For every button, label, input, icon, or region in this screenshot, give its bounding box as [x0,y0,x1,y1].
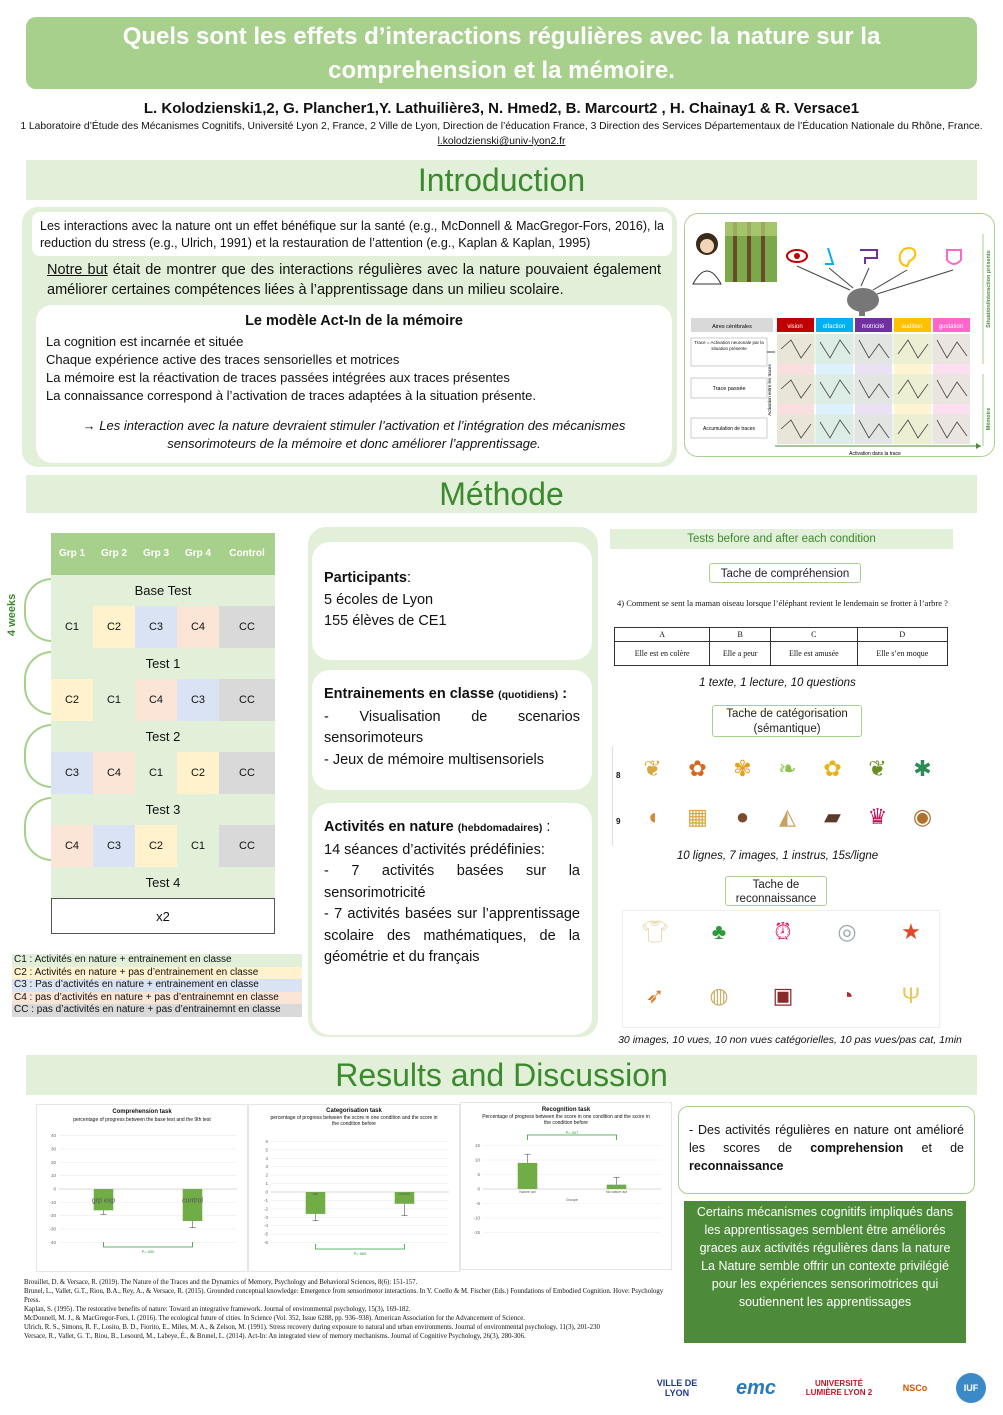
category-label: grp exp [91,1197,116,1205]
label-trace: Trace = Activation neuronale par la situation présente [694,340,764,351]
maple-leaf-icon: ✿ [688,756,707,781]
tick-label: -15 [473,1230,480,1235]
categorisation-plot [249,1127,461,1275]
condition-cell: C4 [177,606,219,648]
significance-bracket [528,1135,617,1140]
condition-cell: CC [219,752,275,794]
legend-item: C3 : Pas d’activités en nature + entrainement en classe [12,979,302,992]
tick-label: -2 [263,1206,268,1212]
recognition-grid [622,910,940,1028]
wheat-leaf-icon: ❦ [643,756,662,781]
label-situation: Situation/interaction présente [986,250,992,328]
nature-box: Activités en nature (hebdomadaires) : 14 séances d’activités prédéfinies: - 7 activités basées sur la sensorimotricité - 7 activités basées sur l’apprentissage scolaire des mathématiques, de la géométrie et du français [312,803,592,1035]
header-cell: Grp 3 [142,548,170,559]
condition-cell: C1 [93,679,135,721]
repeat-label: x2 [51,898,275,934]
row-number: 8 [616,771,621,780]
category-label: exp [312,1192,319,1196]
condition-cell: C1 [177,825,219,867]
condition-cell: C4 [135,679,177,721]
tick-label: 0 [53,1186,56,1192]
p-value-label: P=.007 [565,1130,579,1135]
comprehension-tag: Tache de compréhension [709,563,861,583]
cake-icon: ▰ [824,804,841,829]
nature-freq: (hebdomadaires) [457,822,543,834]
training-box: Entrainements en classe (quotidiens) : - Visualisation de scenarios sensorimoteurs - Jeux de mémoire multisensoriels [312,670,592,790]
participants-line: 5 écoles de Lyon [324,591,434,608]
nature-label: Activités en nature [324,819,454,835]
test-row: Test 2 [51,721,275,752]
answer-options-table [614,627,948,666]
tongue-icon [947,250,961,264]
title-line-1: Quels sont les effets d’interactions régulières avec la nature sur la [122,23,881,50]
nature-line: - 7 activités basées sur l’apprentissage scolaire des mathématiques, de la géométrie et du français [324,906,580,965]
bar [607,1185,627,1189]
option-letter: B [710,628,771,642]
conclusion-box: Certains mécanismes cognitifs impliqués dans les apprentissages semblent être améliorés graces aux activités régulières dans la nature La Nature semble offrir un contexte privilégié pour les expériences sensorimotrices qui soutiennent les apprentissages [684,1201,966,1343]
carrot-icon: ➶ [645,983,665,1008]
condition-cell: C3 [135,606,177,648]
chart-title: Comprehension task [112,1109,172,1115]
reference-item: Ulrich, R. S., Simons, R. F., Losito, B. D., Fiorito, E., Miles, M. A., & Zelson, M. (1991). Stress recovery during exposure to natural and urban environments. Journal of environmental psychology, 11(3), 201-230 [24,1324,600,1331]
tick-label: -3 [263,1214,268,1220]
condition-cell: C2 [177,752,219,794]
hand-icon [860,250,877,264]
condition-cell: CC [219,825,275,867]
vacuum-icon: ◔ [840,983,854,1008]
green-leaf-icon: ❧ [778,756,797,781]
condition-cell: C2 [93,606,135,648]
ville-de-lyon-logo: VILLE DE LYON [656,1378,698,1398]
weeks-label: 4 weeks [6,593,18,637]
aim-text: était de montrer que des interactions régulières avec la nature pouvaient également améliorer certaines compétences liées à l’apprentissage dans un milieu scolaire. [47,262,661,298]
reference-item: Brunel, L., Vallet, G.T., Riou, B.A., Rey, A., & Versace, R. (2015). Grounded conceptual knowledge: Emergence from sensorimotor interactions. In Y. Coello & M. Fischer (Eds.) Foundations of Embodied Cognition. Hove: Psychology Press. [24,1288,664,1304]
cycle-arrow [24,797,52,861]
cycle-arrow [24,651,52,715]
tick-label: 4 [265,1155,268,1161]
result-highlight: reconnaissance [689,1159,784,1173]
recognition-tag: Tache de reconnaissance [725,876,827,906]
legend-item: C2 : Activités en nature + pas d’entrainement en classe [12,967,302,980]
iuf-logo: IUF [956,1373,986,1403]
option-letter: A [615,628,710,642]
ear-icon [900,248,916,266]
bar [518,1163,538,1189]
x-axis-label: Groupe [566,1198,578,1202]
option-text: Elle est en colère [615,642,710,666]
starfish-icon: ★ [901,919,921,944]
model-line: Chaque expérience active des traces sensorielles et motrices [46,352,400,367]
p-value-label: P=.569 [353,1251,367,1256]
flower-leaf-icon: ✾ [733,756,752,781]
tick-label: 3 [265,1164,268,1170]
result-text: - Des activités régulières en nature ont amélioré les scores de [689,1123,964,1155]
test-row: Test 3 [51,794,275,825]
recognition-chart [460,1102,672,1270]
label-memoire: Mémoire [986,407,992,431]
comprehension-caption: 1 texte, 1 lecture, 10 questions [699,677,856,689]
option-letter: D [857,628,947,642]
cupcake-icon: ♛ [867,804,888,829]
authors: L. Kolodzienski1,2, G. Plancher1,Y. Lathuilière3, N. Hmed2, B. Marcourt2 , H. Chainay1 & R. Versace1 [143,100,860,117]
nsco-logo: NSCo [902,1383,928,1393]
tick-label: -10 [49,1199,56,1205]
sandwich-icon: ◭ [779,804,796,829]
legend-item: C4 : pas d’activités en nature + pas d’entrainemnt en classe [12,992,302,1005]
reference-item: Kaplan, S. (1995). The restorative benefits of nature: Toward an integrative framework. Journal of environmental psychology, 15(3), 169-182. [24,1306,411,1313]
sense-label: gustation [938,324,964,330]
nature-line: - 7 activités basées sur la sensorimotricité [324,863,580,901]
email-link[interactable]: l.kolodzienski@univ-lyon2.fr [437,136,566,147]
references [24,1278,664,1341]
chart-title: Recognition task [541,1107,591,1113]
tick-label: -6 [263,1240,268,1246]
sense-label: olfaction [822,324,846,330]
training-line: - Jeux de mémoire multisensoriels [324,751,544,768]
legend-item: C1 : Activités en nature + entrainement en classe [12,954,302,967]
tick-label: 10 [50,1173,56,1179]
fern-leaf-icon: ✱ [913,756,932,781]
training-freq: (quotidiens) [498,689,559,701]
category-label: control [181,1197,204,1205]
affiliations: 1 Laboratoire d’Étude des Mécanismes Cognitifs, Université Lyon 2, France, 2 Ville de Lyon, Direction de l’éducation France, 3 Direction des Services Départementaux de l’Éducation Nationale du Rhône, France. [20,121,983,132]
image-row-leaves [630,756,945,782]
design-table [51,533,275,934]
categorisation-tag: Tache de catégorisation (sémantique) [712,705,862,737]
header-cell: Grp 2 [100,548,128,559]
condition-cell: C3 [177,679,219,721]
act-in-diagram [685,214,995,457]
tick-label: 1 [265,1181,268,1187]
training-line: - Visualisation de scenarios sensorimoteurs [324,708,580,746]
bar [183,1189,203,1221]
sense-label: audition [901,324,923,330]
header-cell: Grp 1 [58,548,86,559]
tick-label: -5 [263,1231,268,1237]
test-row: Test 1 [51,648,275,679]
nose-icon [825,248,833,264]
category-label: control [399,1192,410,1196]
shirt-icon: 👕︎ [641,919,669,944]
option-text: Elle a peur [710,642,771,666]
intro-context-box: Les interactions avec la nature ont un effet bénéfique sur la santé (e.g., McDonnell & MacGregor-Fors, 2016), la reduction du stress (e.g., Ulrich, 1991) et la restauration de l’attention (e.g., Kaplan & Kaplan, 1995) [32,212,672,256]
condition-cell: C2 [51,679,93,721]
chart-subtitle: percentage of progress between the score in one condition and the score in the condition before [270,1115,438,1127]
result-text: et de [903,1141,964,1155]
categorisation-caption: 10 lignes, 7 images, 1 instrus, 15s/ligne [676,850,879,862]
tick-label: -10 [473,1215,480,1221]
oak-leaf-icon: ❦ [868,756,887,781]
tick-label: 30 [50,1146,56,1152]
legend-item: CC : pas d’activités en nature + pas d’entrainemnt en classe [12,1004,302,1017]
reference-item: McDonnell, M. J., & MacGregor-Fors, I. (2016). The ecological future of cities. In Science (Vol. 352, Issue 6288, pp. 936–938). American Association for the Advancement of Science. [24,1315,525,1322]
significance-bracket [104,1242,193,1247]
tick-label: 20 [50,1159,56,1165]
sense-label: motricité [861,324,885,330]
comprehension-question: 4) Comment se sent la maman oiseau lorsque l’éléphant revient le lendemain se frotter à l’arbre ? [617,598,948,608]
label-aires: Aires cérébrales [712,324,752,330]
tests-header: Tests before and after each condition [610,529,953,549]
category-label: No nature act [605,1190,628,1194]
condition-cell: C4 [93,752,135,794]
section-results: Results and Discussion [26,1055,977,1095]
label-accum: Accumulation de traces [703,426,755,432]
condition-row [51,679,275,721]
yarn-ball-icon: ◍ [709,983,729,1008]
recognition-plot [461,1125,673,1271]
test-row: Base Test [51,575,275,606]
cookie-icon: ● [735,804,750,829]
option-text: Elle s’en moque [857,642,947,666]
champagne-icon: Ψ [901,983,921,1008]
condition-legend [12,954,302,1017]
tick-label: 15 [474,1143,480,1148]
tick-label: 0 [477,1186,480,1192]
reference-item: Versace, R., Vallet, G. T., Riou, B., Lesourd, M., Labeye, É., & Brunel, L. (2014). Act-In: An integrated view of memory mechanisms. Journal of Cognitive Psychology, 26(3), 280-306. [24,1333,526,1340]
tick-label: 0 [265,1189,268,1195]
design-table-header [51,533,275,575]
recognition-caption: 30 images, 10 vues, 10 non vues catégorielles, 10 pas vues/pas cat, 1min [618,1034,962,1046]
categorisation-chart [248,1104,460,1272]
row-number: 9 [616,817,621,826]
model-title: Le modèle Act-In de la mémoire [245,313,463,329]
result-summary [678,1106,975,1194]
cycle-arrow [24,724,52,788]
nature-text: 14 séances d’activités prédéfinies: [324,841,545,858]
tick-label: 5 [265,1147,268,1153]
clover-icon: ♣ [711,919,727,944]
reference-item: Brouillet, D. & Versace, R. (2019). The Nature of the Traces and the Dynamics of Memory, Psychology and Behavioral Sciences, 8(6): 151-157. [24,1279,418,1286]
tick-label: 2 [265,1172,268,1178]
tick-label: -30 [49,1226,56,1232]
croissant-icon: ◖ [645,804,660,829]
tick-label: -20 [49,1213,56,1219]
tick-label: 5 [477,1172,480,1177]
result-highlight: comprehension [810,1141,904,1155]
condition-row [51,752,275,794]
label-x: Activation dans la trace [849,451,901,457]
section-introduction: Introduction [26,160,977,200]
condition-row [51,825,275,867]
poster-title [26,17,977,89]
alarm-clock-icon: ⏰︎ [774,919,792,944]
yellow-leaf-icon: ✿ [823,756,842,781]
header-cell: Control [229,548,265,559]
condition-cell: CC [219,606,275,648]
option-letter: C [771,628,858,642]
logo-bar [646,1368,986,1408]
chart-subtitle: Percentage of progress between the score in one condition and the score in the condition before [482,1114,650,1126]
tick-label: 40 [50,1133,56,1139]
model-line: La cognition est incarnée et située [46,334,244,349]
chart-title: Categorisation task [326,1108,382,1114]
act-in-figure [684,213,995,457]
option-text: Elle est amusée [771,642,858,666]
comprehension-plot [37,1123,249,1273]
condition-cell: C4 [51,825,93,867]
tick-label: -40 [49,1239,56,1245]
label-passee: Trace passée [712,386,746,392]
tick-label: -1 [263,1197,268,1203]
emc-logo: emc [735,1376,777,1399]
waffle-icon: ▦ [687,804,708,829]
tick-label: 6 [265,1138,268,1144]
condition-cell: C3 [51,752,93,794]
lyon2-logo: UNIVERSITÉ LUMIÈRE LYON 2 [805,1379,873,1397]
backpack-icon: ▣ [772,983,794,1008]
pastry-icon: ◉ [912,804,933,829]
model-line: La connaissance correspond à l’activation de traces adaptées à la situation présente. [46,388,536,403]
section-method: Méthode [26,475,977,513]
model-line: La mémoire est la réactivation de traces passées intégrées aux traces présentes [46,370,510,385]
tick-label: 10 [474,1157,480,1163]
model-conclusion: → Les interaction avec la nature devraient stimuler l’activation et l’intégration des mécanismes sensorimoteurs de la mémoire et donc améliorer l’apprentissage. [82,418,626,451]
aim-label: Notre but [47,262,108,278]
chart-subtitle: percentage of progress between the base test and the 9th test [73,1117,211,1123]
condition-row [51,606,275,648]
participants-line: 155 élèves de CE1 [324,613,447,629]
condition-cell: CC [219,679,275,721]
image-row-food [630,804,945,830]
title-line-2: comprehension et la mémoire. [328,57,675,84]
comprehension-chart [36,1104,248,1272]
label-y: Activation entre les traces [767,364,772,416]
condition-cell: C3 [93,825,135,867]
tick-label: -5 [475,1201,480,1206]
participants-box: Participants: 5 écoles de Lyon 155 élèves de CE1 [312,542,592,660]
significance-bracket [316,1244,405,1249]
condition-cell: C1 [51,606,93,648]
condition-cell: C1 [135,752,177,794]
header-cell: Grp 4 [184,548,212,559]
sense-label: vision [787,324,803,330]
toilet-paper-icon: ◎ [837,919,857,944]
participants-label: Participants [324,570,407,586]
p-value-label: P=.000 [141,1249,155,1254]
training-label: Entrainements en classe [324,686,495,702]
intro-aim [47,260,661,300]
condition-cell: C2 [135,825,177,867]
category-label: Nature act [519,1190,536,1194]
tick-label: -4 [263,1223,268,1229]
test-row: Test 4 [51,867,275,898]
model-box [36,305,672,463]
